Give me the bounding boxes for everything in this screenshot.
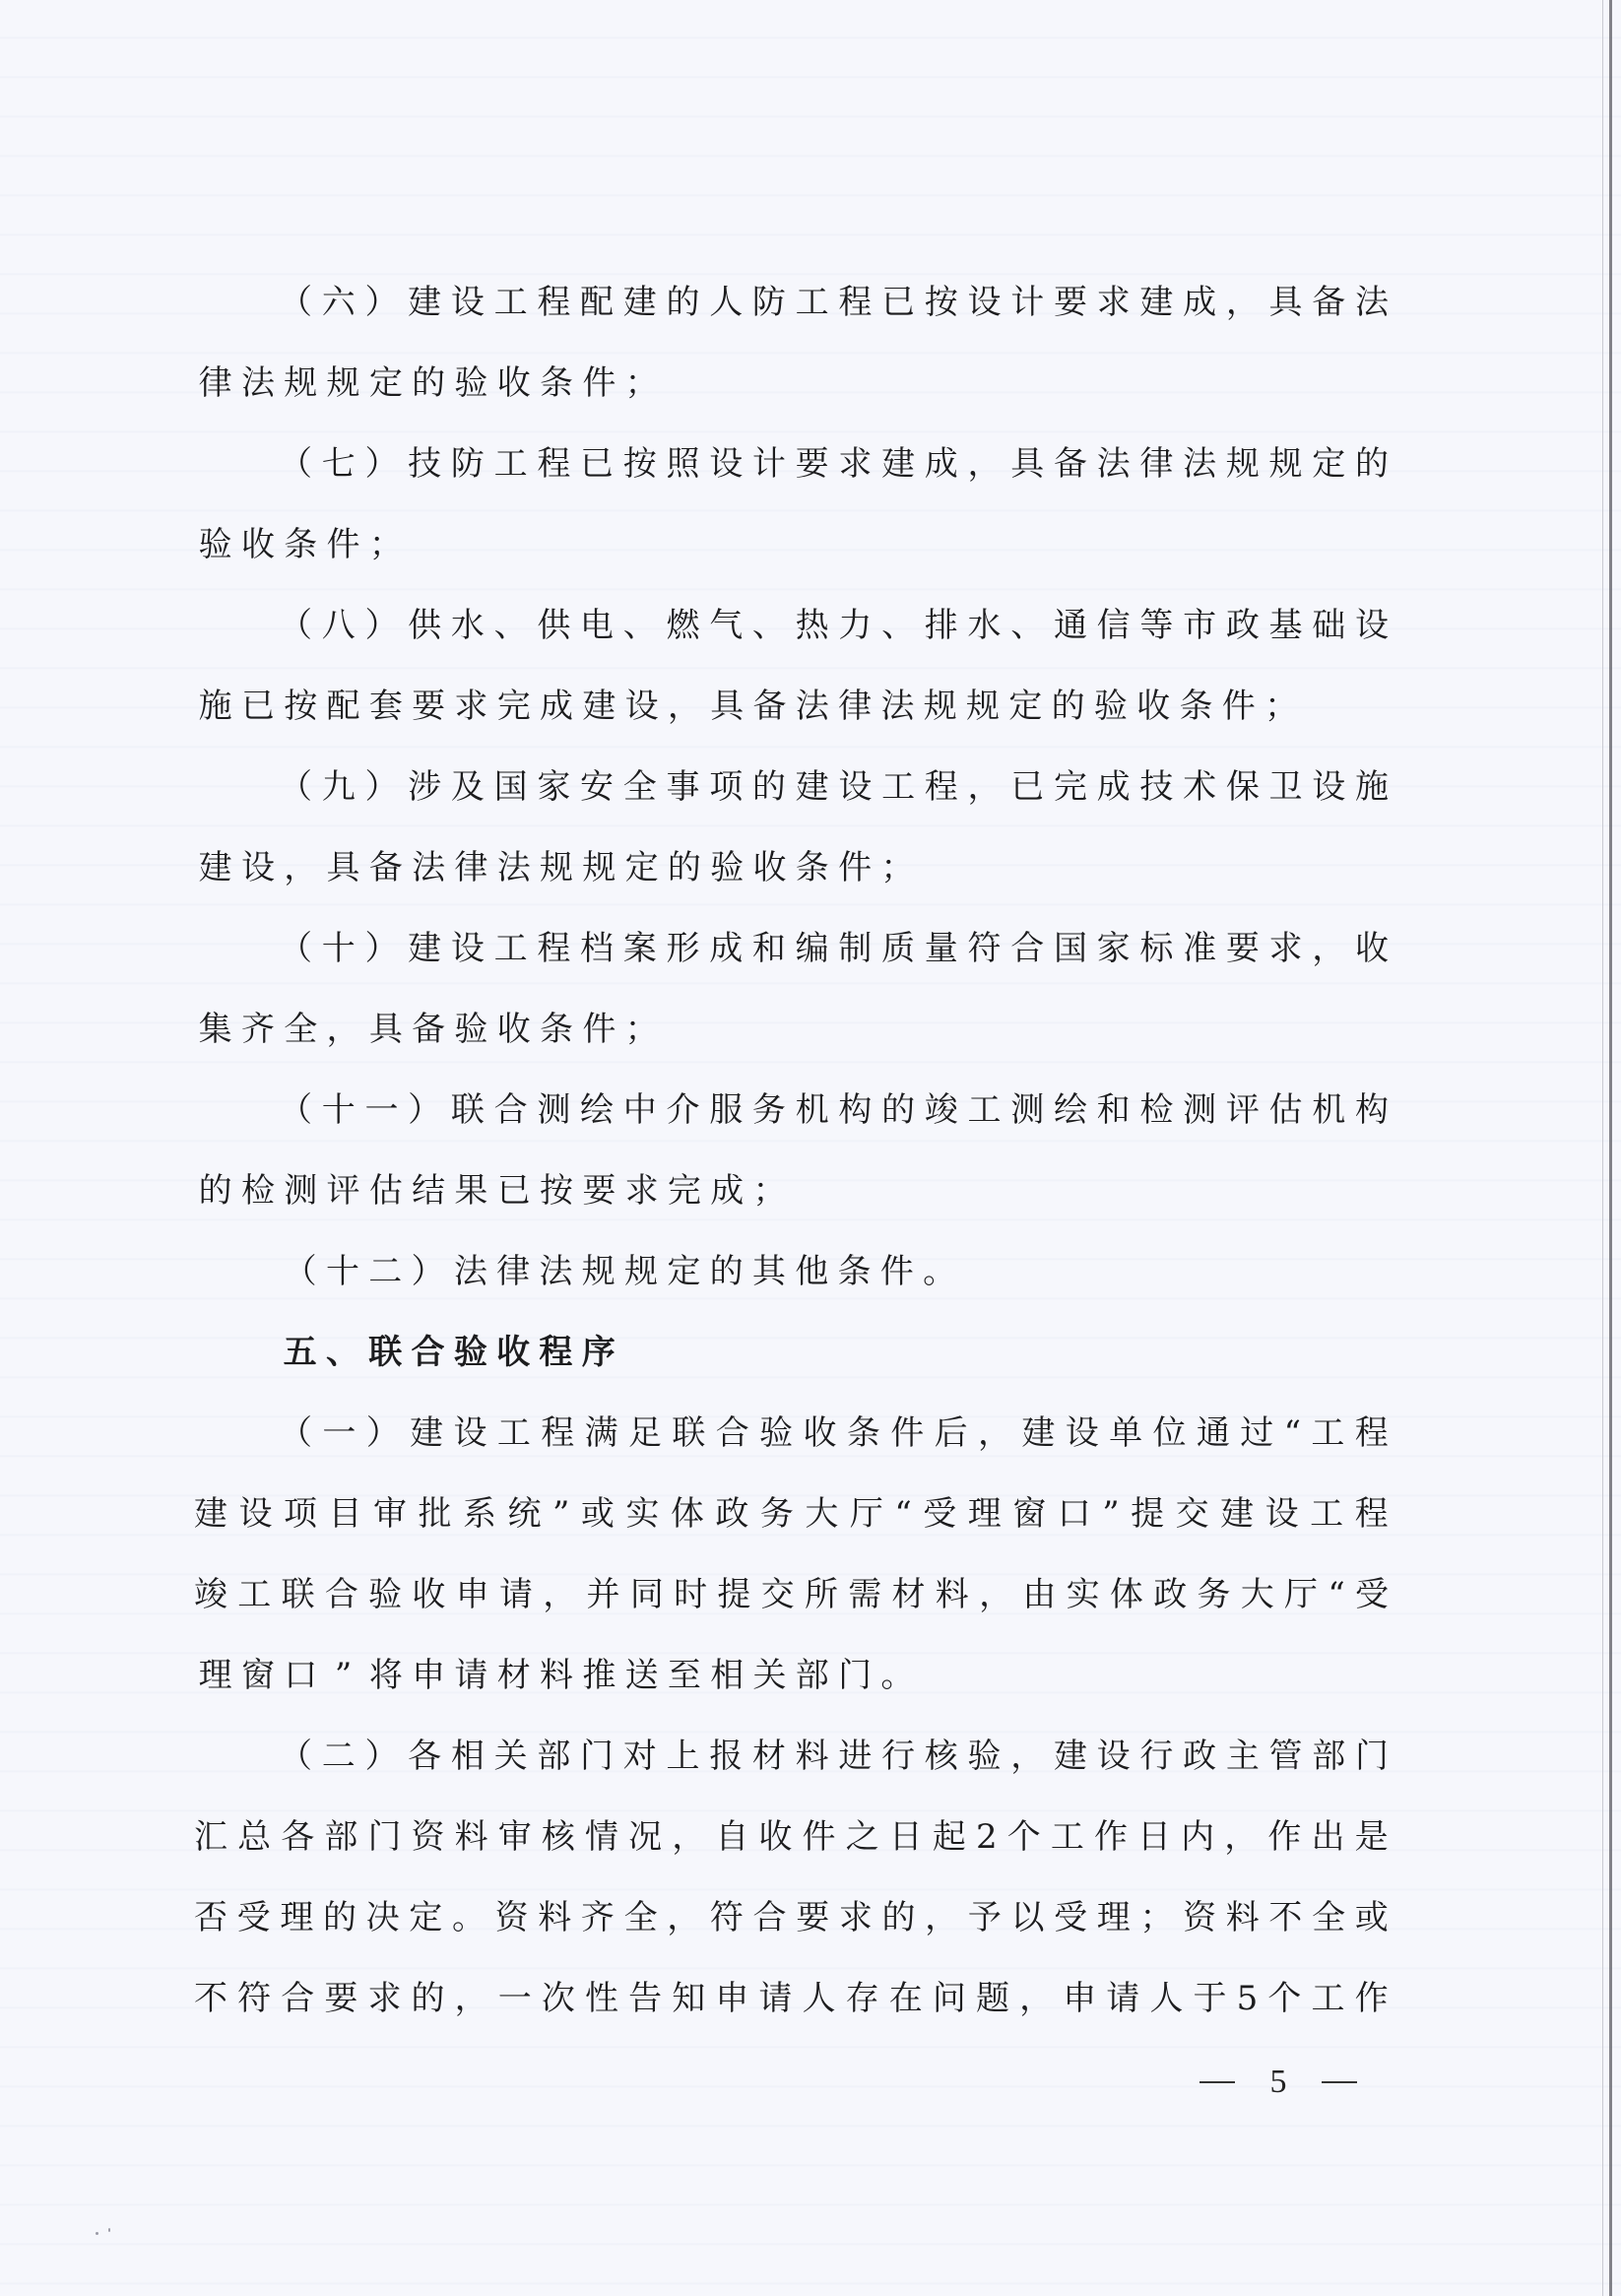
page-number-value: 5 (1269, 2064, 1287, 2100)
section-heading: 五 、 联 合 验 收 程 序 (283, 1333, 616, 1372)
text-line: （ 七 ） 技 防 工 程 已 按 照 设 计 要 求 建 成 ， 具 备 法 律 法 规 规 定 的 (279, 444, 1389, 484)
text-line: 不 符 合 要 求 的 ， 一 次 性 告 知 申 请 人 存 在 问 题 ， 申 请 人 于 5 个 工 作 (194, 1979, 1389, 2018)
text-line: 的 检 测 评 估 结 果 已 按 要 求 完 成 ； (198, 1171, 787, 1211)
text-line: （ 一 ） 建 设 工 程 满 足 联 合 验 收 条 件 后 ， 建 设 单 位 通 过 “ 工 程 (279, 1413, 1389, 1453)
page-number-dash-left (1200, 2081, 1235, 2083)
scan-speck (108, 2228, 110, 2232)
text-line: （ 十 一 ） 联 合 测 绘 中 介 服 务 机 构 的 竣 工 测 绘 和 检 测 评 估 机 构 (279, 1090, 1389, 1130)
text-line: 理 窗 口 ” 将 申 请 材 料 推 送 至 相 关 部 门 。 (198, 1656, 915, 1695)
text-line: 否 受 理 的 决 定 。 资 料 齐 全 ， 符 合 要 求 的 ， 予 以 受 理 ； 资 料 不 全 或 (194, 1898, 1389, 1937)
text-line: 建 设 ， 具 备 法 律 法 规 规 定 的 验 收 条 件 ； (198, 848, 915, 887)
page-number-dash-right (1322, 2081, 1357, 2083)
text-line: （ 二 ） 各 相 关 部 门 对 上 报 材 料 进 行 核 验 ， 建 设 行 政 主 管 部 门 (279, 1737, 1389, 1776)
scan-edge-line (1609, 0, 1612, 2296)
scan-edge-shadow (1602, 0, 1603, 2296)
text-line: 竣 工 联 合 验 收 申 请 ， 并 同 时 提 交 所 需 材 料 ， 由 实 体 政 务 大 厅 “ 受 (194, 1575, 1389, 1614)
text-line: 验 收 条 件 ； (198, 525, 403, 564)
text-line: 施 已 按 配 套 要 求 完 成 建 设 ， 具 备 法 律 法 规 规 定 的 验 收 条 件 ； (198, 687, 1299, 726)
text-line: 汇 总 各 部 门 资 料 审 核 情 况 ， 自 收 件 之 日 起 2 个 工 作 日 内 ， 作 出 是 (194, 1817, 1389, 1857)
text-line: 律 法 规 规 定 的 验 收 条 件 ； (198, 363, 659, 403)
text-line: （ 六 ） 建 设 工 程 配 建 的 人 防 工 程 已 按 设 计 要 求 建 成 ， 具 备 法 (279, 283, 1389, 322)
page-number (1200, 2063, 1357, 2102)
text-line: （ 九 ） 涉 及 国 家 安 全 事 项 的 建 设 工 程 ， 已 完 成 技 术 保 卫 设 施 (279, 767, 1389, 807)
scan-speck (96, 2232, 98, 2235)
text-line: （ 十 二 ） 法 律 法 规 规 定 的 其 他 条 件 。 (283, 1252, 957, 1291)
text-line: （ 十 ） 建 设 工 程 档 案 形 成 和 编 制 质 量 符 合 国 家 标 准 要 求 ， 收 (279, 929, 1389, 968)
text-line: 建 设 项 目 审 批 系 统 ” 或 实 体 政 务 大 厅 “ 受 理 窗 口 ” 提 交 建 设 工 程 (194, 1494, 1389, 1534)
text-line: 集 齐 全 ， 具 备 验 收 条 件 ； (198, 1010, 659, 1049)
text-line: （ 八 ） 供 水 、 供 电 、 燃 气 、 热 力 、 排 水 、 通 信 等 市 政 基 础 设 (279, 606, 1389, 645)
